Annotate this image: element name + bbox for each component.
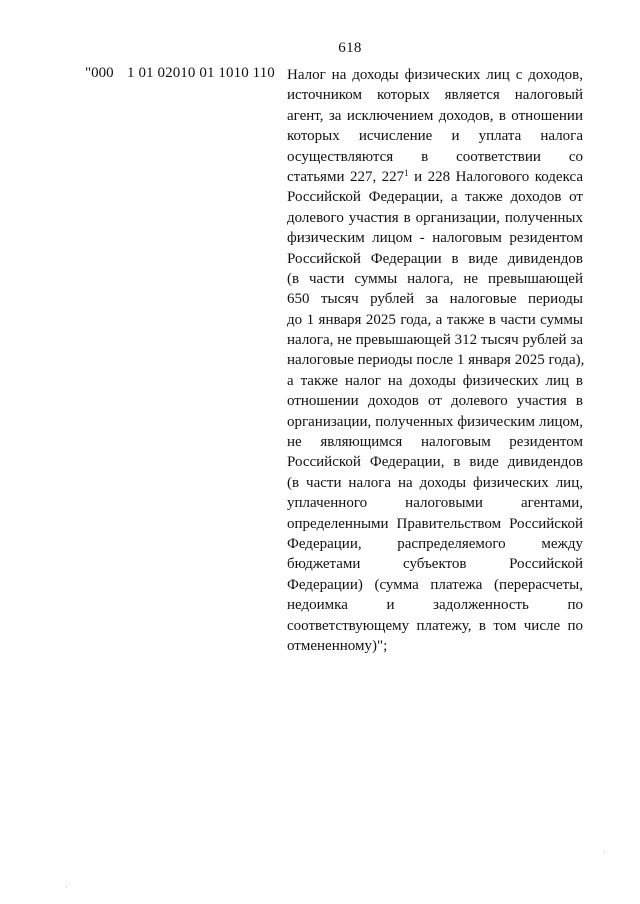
description-line: а также налог на доходы физических лиц в: [287, 372, 583, 389]
description-line: Федерации, распределяемого между: [287, 535, 583, 552]
description-line: недоимка и задолженность по: [287, 597, 583, 614]
description-line: отмененному)";: [287, 637, 388, 654]
description-line: долевого участия в организации, полученных: [287, 209, 583, 226]
description-line: Российской Федерации, а также доходов от: [287, 189, 583, 206]
description-line: Российской Федерации, в виде дивидендов: [287, 454, 583, 471]
description-line: соответствующему платежу, в том числе по: [287, 617, 583, 634]
scan-speck: [604, 852, 605, 853]
description-line: которых исчисление и уплата налога: [287, 128, 583, 145]
description-line: агент, за исключением доходов, в отношении: [287, 107, 583, 124]
description-line: налоговые периоды после 1 января 2025 года),: [287, 352, 585, 369]
description-line-tail: и 228 Налогового кодекса: [408, 168, 584, 185]
page-number: 618: [338, 40, 362, 56]
description-line: (в части налога на доходы физических лиц,: [287, 474, 583, 491]
description-line: Федерации) (сумма платежа (перерасчеты,: [287, 576, 583, 593]
description-line: Российской Федерации в виде дивидендов: [287, 250, 583, 267]
description-line: до 1 января 2025 года, а также в части суммы: [287, 311, 583, 328]
description-line: бюджетами субъектов Российской: [287, 556, 583, 573]
description-line: определенными Правительством Российской: [287, 515, 583, 532]
description-line: налога, не превышающей 312 тысяч рублей за: [287, 332, 583, 349]
description-line: осуществляются в соответствии со: [287, 148, 583, 165]
administrator-code: "000: [85, 65, 114, 81]
description-line: источником которых является налоговый: [287, 87, 583, 104]
description-line: (в части суммы налога, не превышающей: [287, 270, 583, 287]
article-superscript: 1: [404, 167, 409, 178]
description-line: физическим лицом - налоговым резидентом: [287, 230, 583, 247]
description-line: организации, полученных физическим лицом,: [287, 413, 583, 430]
description-line: отношении доходов от долевого участия в: [287, 393, 583, 410]
description-line: не являющимся налоговым резидентом: [287, 434, 583, 451]
description-line: уплаченного налоговыми агентами,: [287, 495, 583, 512]
scan-speck: [66, 886, 67, 887]
budget-classification-code: 1 01 02010 01 1010 110: [127, 65, 275, 81]
description-line-with-superscript: [287, 167, 583, 187]
description-line-head: статьями 227, 227: [287, 168, 405, 185]
income-description: [287, 65, 583, 656]
description-line: Налог на доходы физических лиц с доходов,: [287, 67, 583, 83]
description-line: 650 тысяч рублей за налоговые периоды: [287, 291, 583, 308]
